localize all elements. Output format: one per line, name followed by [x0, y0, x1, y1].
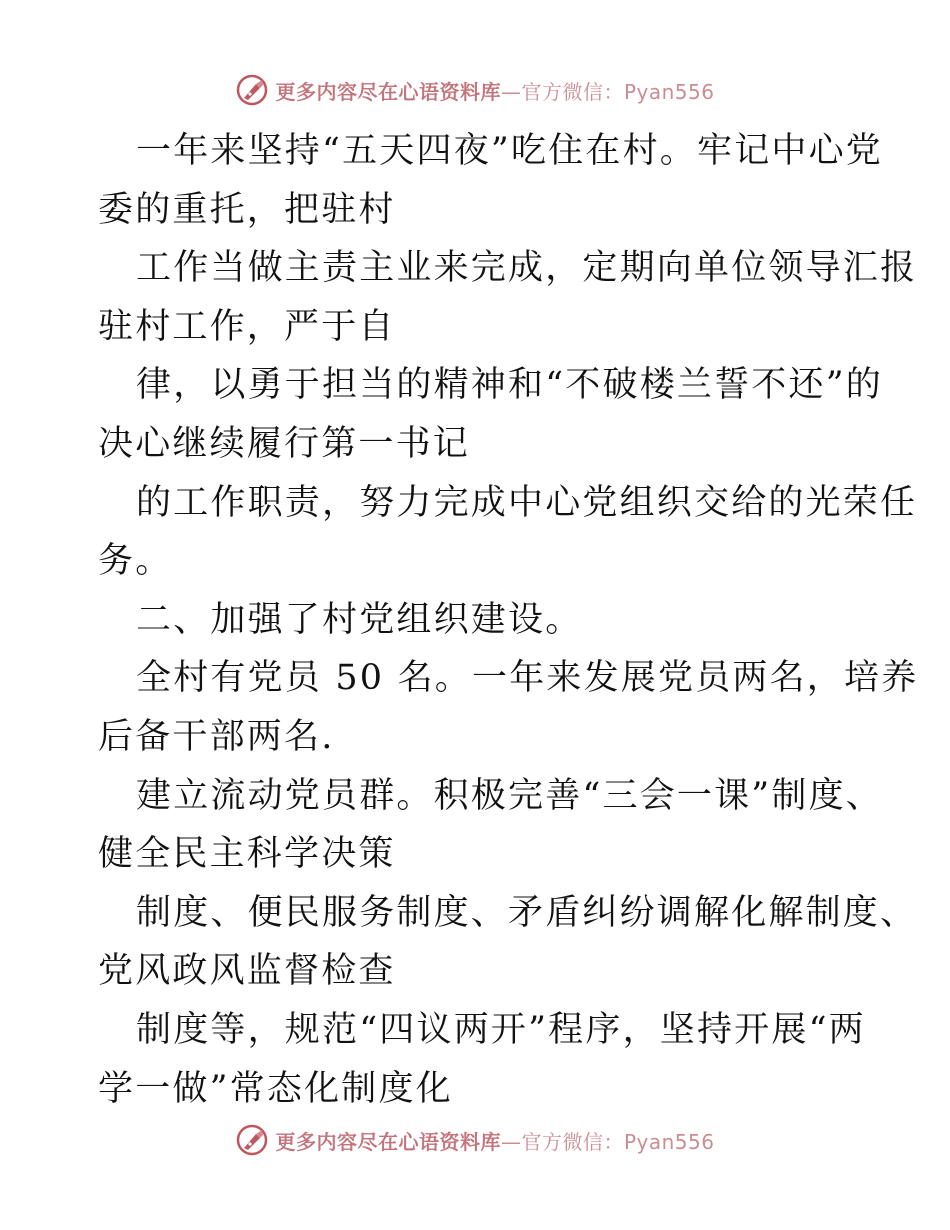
body-line: 工作当做主责主业来完成，定期向单位领导汇报: [136, 248, 918, 289]
banner-contact-text: —官方微信：Pyan556: [500, 79, 715, 104]
body-line: 决心继续履行第一书记: [98, 423, 471, 464]
header-banner: [0, 70, 950, 110]
body-line: 后备干部两名.: [98, 716, 335, 757]
body-line: 制度、便民服务制度、矛盾纠纷调解化解制度、: [136, 892, 918, 933]
body-line: 建立流动党员群。积极完善“三会一课”制度、: [136, 775, 883, 816]
document-body: [98, 122, 919, 1118]
body-line: 律，以勇于担当的精神和“不破楼兰誓不还”的: [136, 365, 883, 406]
body-line: 一年来坚持“五天四夜”吃住在村。牢记中心党: [136, 131, 883, 171]
body-line: 委的重托，把驻村: [98, 189, 396, 230]
body-line: 党风政风监督检查: [98, 951, 396, 992]
banner-contact-text: —官方微信：Pyan556: [500, 1129, 715, 1154]
body-line: 学一做”常态化制度化: [98, 1068, 453, 1109]
body-line: 驻村工作，严于自: [98, 306, 396, 347]
body-line: 制度等，规范“四议两开”程序，坚持开展“两: [136, 1009, 866, 1050]
body-line: 全村有党员 50 名。一年来发展党员两名，培养: [136, 658, 919, 699]
body-line: 的工作职责，努力完成中心党组织交给的光荣任: [136, 482, 918, 523]
footer-banner: [0, 1120, 950, 1160]
banner-brand-text: 更多内容尽在心语资料库: [275, 1129, 501, 1154]
body-line: 务。: [98, 541, 173, 582]
section-heading: 二、加强了村党组织建设。: [136, 599, 583, 640]
pen-nib-logo-icon: [235, 73, 269, 107]
pen-nib-logo-icon: [235, 1123, 269, 1157]
body-line: 健全民主科学决策: [98, 834, 396, 875]
banner-brand-text: 更多内容尽在心语资料库: [275, 79, 501, 104]
